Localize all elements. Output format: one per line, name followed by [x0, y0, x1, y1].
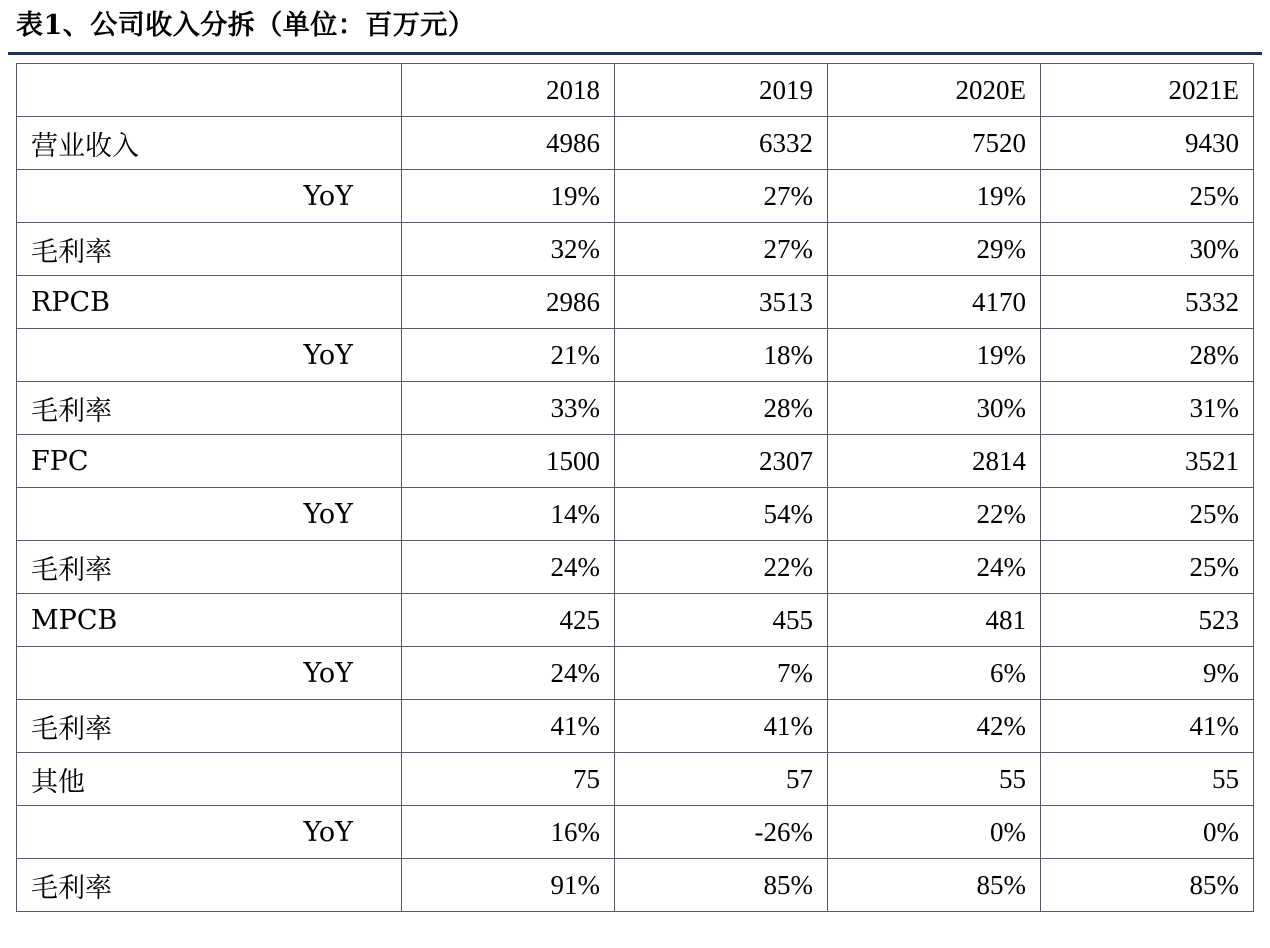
table-cell: 22% [615, 541, 828, 594]
table-cell: 28% [1041, 329, 1254, 382]
column-header-2021e: 2021E [1041, 64, 1254, 117]
table-cell: 19% [828, 329, 1041, 382]
table-cell: 41% [615, 700, 828, 753]
table-cell: 55 [1041, 753, 1254, 806]
table-cell: 2814 [828, 435, 1041, 488]
table-cell: 3521 [1041, 435, 1254, 488]
table-cell: 27% [615, 170, 828, 223]
row-label: 营业收入 [17, 117, 402, 170]
table-row [17, 753, 1254, 806]
table-cell: 4986 [402, 117, 615, 170]
table-row [17, 435, 1254, 488]
table-row [17, 700, 1254, 753]
table-cell: 3513 [615, 276, 828, 329]
table-cell: -26% [615, 806, 828, 859]
row-label: YoY [17, 170, 402, 223]
table-cell: 31% [1041, 382, 1254, 435]
table-cell: 19% [402, 170, 615, 223]
table-cell: 41% [402, 700, 615, 753]
table-cell: 18% [615, 329, 828, 382]
row-label: 毛利率 [17, 541, 402, 594]
table-cell: 25% [1041, 541, 1254, 594]
table-cell: 6332 [615, 117, 828, 170]
table-cell: 75 [402, 753, 615, 806]
table-cell: 55 [828, 753, 1041, 806]
table-cell: 0% [1041, 806, 1254, 859]
table-cell: 25% [1041, 488, 1254, 541]
table-cell: 91% [402, 859, 615, 912]
table-row [17, 806, 1254, 859]
table-cell: 85% [1041, 859, 1254, 912]
table-cell: 7520 [828, 117, 1041, 170]
table-body [17, 117, 1254, 912]
row-label: 毛利率 [17, 223, 402, 276]
column-header-2018: 2018 [402, 64, 615, 117]
column-header-2019: 2019 [615, 64, 828, 117]
row-label: YoY [17, 647, 402, 700]
column-header-label [17, 64, 402, 117]
table-cell: 57 [615, 753, 828, 806]
table-cell: 7% [615, 647, 828, 700]
table-row [17, 223, 1254, 276]
row-label: RPCB [17, 276, 402, 329]
table-row [17, 117, 1254, 170]
table-cell: 24% [402, 647, 615, 700]
column-header-2020e: 2020E [828, 64, 1041, 117]
table-cell: 2307 [615, 435, 828, 488]
table-cell: 1500 [402, 435, 615, 488]
table-row [17, 488, 1254, 541]
table-cell: 6% [828, 647, 1041, 700]
table-cell: 0% [828, 806, 1041, 859]
row-label: MPCB [17, 594, 402, 647]
row-label: 其他 [17, 753, 402, 806]
table-row [17, 647, 1254, 700]
table-cell: 54% [615, 488, 828, 541]
table-cell: 30% [828, 382, 1041, 435]
table-row [17, 170, 1254, 223]
table-cell: 16% [402, 806, 615, 859]
table-cell: 14% [402, 488, 615, 541]
row-label: YoY [17, 806, 402, 859]
table-cell: 27% [615, 223, 828, 276]
row-label: 毛利率 [17, 859, 402, 912]
row-label: 毛利率 [17, 700, 402, 753]
table-row [17, 276, 1254, 329]
table-cell: 425 [402, 594, 615, 647]
table-cell: 32% [402, 223, 615, 276]
table-cell: 455 [615, 594, 828, 647]
table-cell: 33% [402, 382, 615, 435]
table-cell: 24% [828, 541, 1041, 594]
table-header [17, 64, 1254, 117]
table-row [17, 594, 1254, 647]
table-row [17, 541, 1254, 594]
table-cell: 25% [1041, 170, 1254, 223]
caption-rule [8, 52, 1262, 55]
table-cell: 85% [828, 859, 1041, 912]
table-cell: 9% [1041, 647, 1254, 700]
row-label: FPC [17, 435, 402, 488]
table-cell: 19% [828, 170, 1041, 223]
table-cell: 30% [1041, 223, 1254, 276]
table-row [17, 329, 1254, 382]
table-cell: 29% [828, 223, 1041, 276]
table-row [17, 382, 1254, 435]
table-cell: 21% [402, 329, 615, 382]
table-cell: 22% [828, 488, 1041, 541]
table-cell: 28% [615, 382, 828, 435]
table-cell: 2986 [402, 276, 615, 329]
table-cell: 481 [828, 594, 1041, 647]
table-cell: 4170 [828, 276, 1041, 329]
table-cell: 5332 [1041, 276, 1254, 329]
table-cell: 9430 [1041, 117, 1254, 170]
row-label: YoY [17, 329, 402, 382]
revenue-breakdown-table [16, 63, 1254, 912]
row-label: YoY [17, 488, 402, 541]
table-header-row [17, 64, 1254, 117]
table-cell: 41% [1041, 700, 1254, 753]
table-cell: 42% [828, 700, 1041, 753]
row-label: 毛利率 [17, 382, 402, 435]
table-row [17, 859, 1254, 912]
table-caption: 表1、公司收入分拆（单位：百万元） [16, 10, 476, 41]
table-cell: 24% [402, 541, 615, 594]
table-cell: 85% [615, 859, 828, 912]
table-cell: 523 [1041, 594, 1254, 647]
